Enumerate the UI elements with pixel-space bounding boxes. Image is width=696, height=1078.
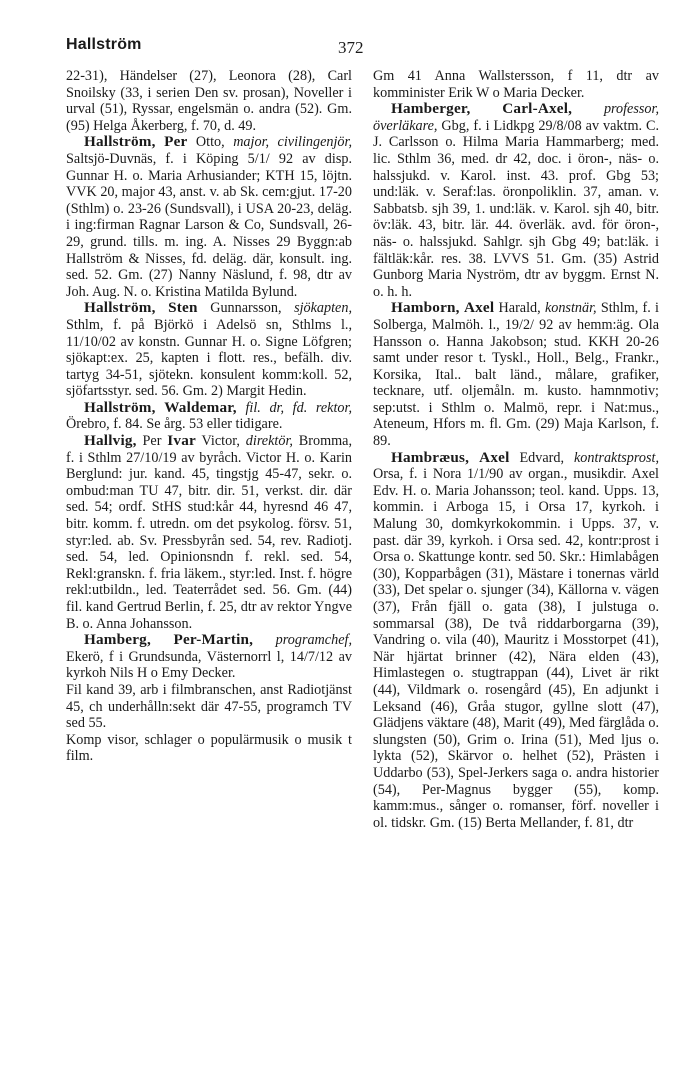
entry-headword: Hallström, <box>84 299 156 317</box>
entry-text: Komp visor, schlager o populärmusik o musik t film. <box>66 731 352 765</box>
entry-forename: Ivar <box>167 432 196 450</box>
entry-body: Sthlm, f. på Björkö i Adelsö sn, Sthlms l., 11/10/02 av konstn. Gunnar H. o. Signe Löfgren; sjökapt:ex. 25, kapten i flott. res., befälh. div. tartyg 34-51, sjötekn. konsulent komm:koll. 52, sjöfartsstyr. sed. 56. Gm. 2) Margit Hedin. <box>66 316 352 400</box>
entry-forename: Waldemar, <box>164 398 237 416</box>
entry-headword: Hallström, <box>84 133 156 151</box>
entry-body: Orsa, f. i Nora 1/1/90 av organ., musikdir. Axel Edv. H. o. Maria Johansson; teol. kand. Upps. 13, kommin. i Arboga 15, i Orsa 17, kyrkoh. i Malung 30, domkyrkokommin. i Upps. 37, v. past. där 39, kyrkoh. i Orsa sed. 42, kontr:prost i Orsa o. Skattunge kontr. sed 50. Skr.: Himlabågen (30), Kopparbågen (31), Mästare i tonernas värld (33), Det spelar o. sjunger (34), Källorna v. vägen (37), Från fjäll o. gata (38), I julstuga o. sommarsal (38), De två riddarborgarna (39), Vandring o. vila (40), Mauritz i Mosstorpet (41), När hjärtat brinner (42), Nära elden (43), Himlastegen o. stugtrappan (44), Livet är rikt (44), Vildmark o. rosengård (45), En adjunkt i Leksand (46), Gråa stugor, gyllne slott (47), Glädjens väktare (48), Marit (49), Med färglåda o. slungsten (50), Grim o. Irina (51), Med ljus o. lykta (52), Skärvor o. helhet (52), Prästen i Uddarbo (53), Spel-Jerkers saga o. andra historier (54), Per-Magnus bygger (55), komp. kamm:mus., sånger o. romanser, förf. noveller i ol. tidskr. Gm. (15) Berta Mellander, f. 81, dtr <box>373 466 659 831</box>
entry-headword: Hallvig, <box>84 432 137 450</box>
entry-text: Gm 41 Anna Wallstersson, f 11, dtr av komminister Erik W o Maria Decker. <box>373 68 659 101</box>
entry-occupation: sjökapten, <box>294 300 352 317</box>
entry-headword: Hamberg, <box>84 631 151 649</box>
entry-hallstrom-per <box>66 134 352 300</box>
entry-body: Ekerö, f i Grundsunda, Västernorrl l, 14/7/12 av kyrkoh Nils H o Emy Decker. <box>66 648 352 682</box>
entry-name-rest <box>253 632 276 648</box>
entry-name-rest: Edvard, <box>509 449 574 466</box>
entry-occupation: major, civilingenjör, <box>233 134 353 151</box>
entry-headword: Hambræus, <box>391 448 470 466</box>
entry-hallstrom-waldemar <box>66 400 352 433</box>
entry-hambraeus-axel <box>373 450 659 832</box>
entry-continuation <box>66 682 352 732</box>
entry-continuation <box>66 732 352 765</box>
entry-forename: Per-Martin, <box>173 631 254 649</box>
entry-continuation <box>373 68 659 101</box>
entry-hallstrom-sten <box>66 300 352 400</box>
entry-continuation <box>66 68 352 134</box>
page-number: 372 <box>338 38 364 57</box>
entry-name-rest: Otto, <box>187 134 234 151</box>
entry-name-rest: Victor, <box>195 433 246 450</box>
entry-hamberger-carl-axel <box>373 101 659 300</box>
entry-text: 22-31), Händelser (27), Leonora (28), Carl Snoilsky (33, i serien Den sv. prosan), Noveller i urval (51), Ryssar, engelsmän o. andra (52). Gm. (95) Helga Åkerberg, f. 70, d. 49. <box>66 68 352 134</box>
entry-occupation: direktör, <box>245 433 293 450</box>
entry-body: Sthlm, f. i Solberga, Malmöh. l., 19/2/ 92 av hemm:äg. Ola Hansson o. Hanna Jakobson; stud. KKH 20-26 samt under resor t. Tyskl., Holl., Belg., Frankr., Korsika, Ital.. balt länd., målare, grafiker, tecknare, utf. oljemåln. m. kusto. hamnmotiv; sep:utst. i Sthlm o. Malmö, repr. i Nat:mus., Ateneum, Hfors m. fl. Gm. (29) Maja Karlson, f. 89. <box>373 300 659 450</box>
right-column <box>373 68 659 831</box>
entry-name-rest: Harald, <box>494 300 545 317</box>
entry-hamberg-per-martin <box>66 632 352 682</box>
entry-name-rest: Per <box>136 433 168 450</box>
entry-occupation: professor, överläkare, <box>373 101 659 134</box>
entry-body: Bromma, f. i Sthlm 27/10/19 av byråch. Victor H. o. Karin Berglund: jur. kand. 45, tingstjg 45-47, sekr. o. ombud:man TU 47, bitr. dir. 51, verkst. dir. där sed. 54; ordf. StHS stud:kår 44, hyresnd 46 47, bitr. komm. f. utredn. om det psykolog. försv. 51, styr:led. ab. Sv. Pressbyrån sed. 54, rev. Radiotj. sed. 54, led. Opinionsndn f. rekl. sed. 54, Rekl:granskn. f. fria läkem., styr:led. Inst. f. högre rekl:utbildn., led. Teaterrådet sed. 56. Gm. (44) fil. kand Gertrud Berlin, f. 25, dtr av rektor Yngve B. o. Anna Johansson. <box>66 433 352 632</box>
entry-name-rest: Gunnarsson, <box>197 300 295 317</box>
page-header <box>66 36 652 60</box>
entry-occupation: konstnär, <box>544 300 597 317</box>
entry-occupation: fil. dr, fd. rektor, <box>245 399 353 416</box>
running-head: Hallström <box>66 36 142 53</box>
entry-forename: Carl-Axel, <box>502 100 573 118</box>
entry-occupation: kontraktsprost, <box>574 449 659 466</box>
entry-forename: Sten <box>168 299 198 317</box>
entry-hamborn-axel <box>373 300 659 449</box>
entry-headword: Hallström, <box>84 398 156 416</box>
entry-hallvig-ivar <box>66 433 352 632</box>
entry-body: Saltsjö-Duvnäs, f. i Köping 5/1/ 92 av disp. Gunnar H. o. Maria Arhusiander; KTH 15, löjtn. VVK 20, major 43, anst. v. ab Sk. cem:gjut. 17-20 (Sthlm) o. 23-26 (Sundsvall), i USA 20-23, deläg. i ing:firman Ragnar Larson & Co, Sundsvall, 26-29, grund. tills. m. ing. A. Nisses 29 Byggn:ab Hallström & Nisses, fd. deläg. där, konsult. ing. sed. 52. Gm. (27) Nanny Näslund, f. 98, dtr av Joh. Aug. N. o. Kristina Matilda Bylund. <box>66 150 352 300</box>
entry-text: Fil kand 39, arb i filmbranschen, anst Radiotjänst 45, ch underhålln:sekt där 47-55, programch TV sed 55. <box>66 681 352 732</box>
entry-forename: Per <box>164 133 188 151</box>
entry-body: Gbg, f. i Lidkpg 29/8/08 av vaktm. C. J. Carlsson o. Hilma Maria Hammarberg; med. lic. Sthlm 36, med. dr 42, doc. i öron-, näs- o. halssjukd. v. Karol. inst. 43. prof. Gbg 53; und:läk. v. Seraf:las. öronpoliklin. 37, aman. v. Sabbatsb. sjh 39, 1. und:läk. v. Karol. sjh 40, bitr. öv:läk. 43, bitr. lär. 44. överläk. avd. för öron-, näs- o. halssjukd. Sahlgr. sjh Gbg 49; bat:läk. i fältläk:kår. res. 38. LVVS 51. Gm. (35) Astrid Gunborg Maria Nyström, dtr av byggm. Ernst N. o. h. h. <box>373 117 659 300</box>
entry-headword: Hamberger, <box>391 100 471 118</box>
entry-forename: Axel <box>463 299 495 317</box>
entry-occupation: programchef, <box>275 632 352 649</box>
entry-body: Örebro, f. 84. Se årg. 53 eller tidigare. <box>66 416 283 433</box>
left-column <box>66 68 352 765</box>
entry-headword: Hamborn, <box>391 299 460 317</box>
entry-forename: Axel <box>479 448 510 466</box>
entry-name-rest <box>572 101 604 117</box>
